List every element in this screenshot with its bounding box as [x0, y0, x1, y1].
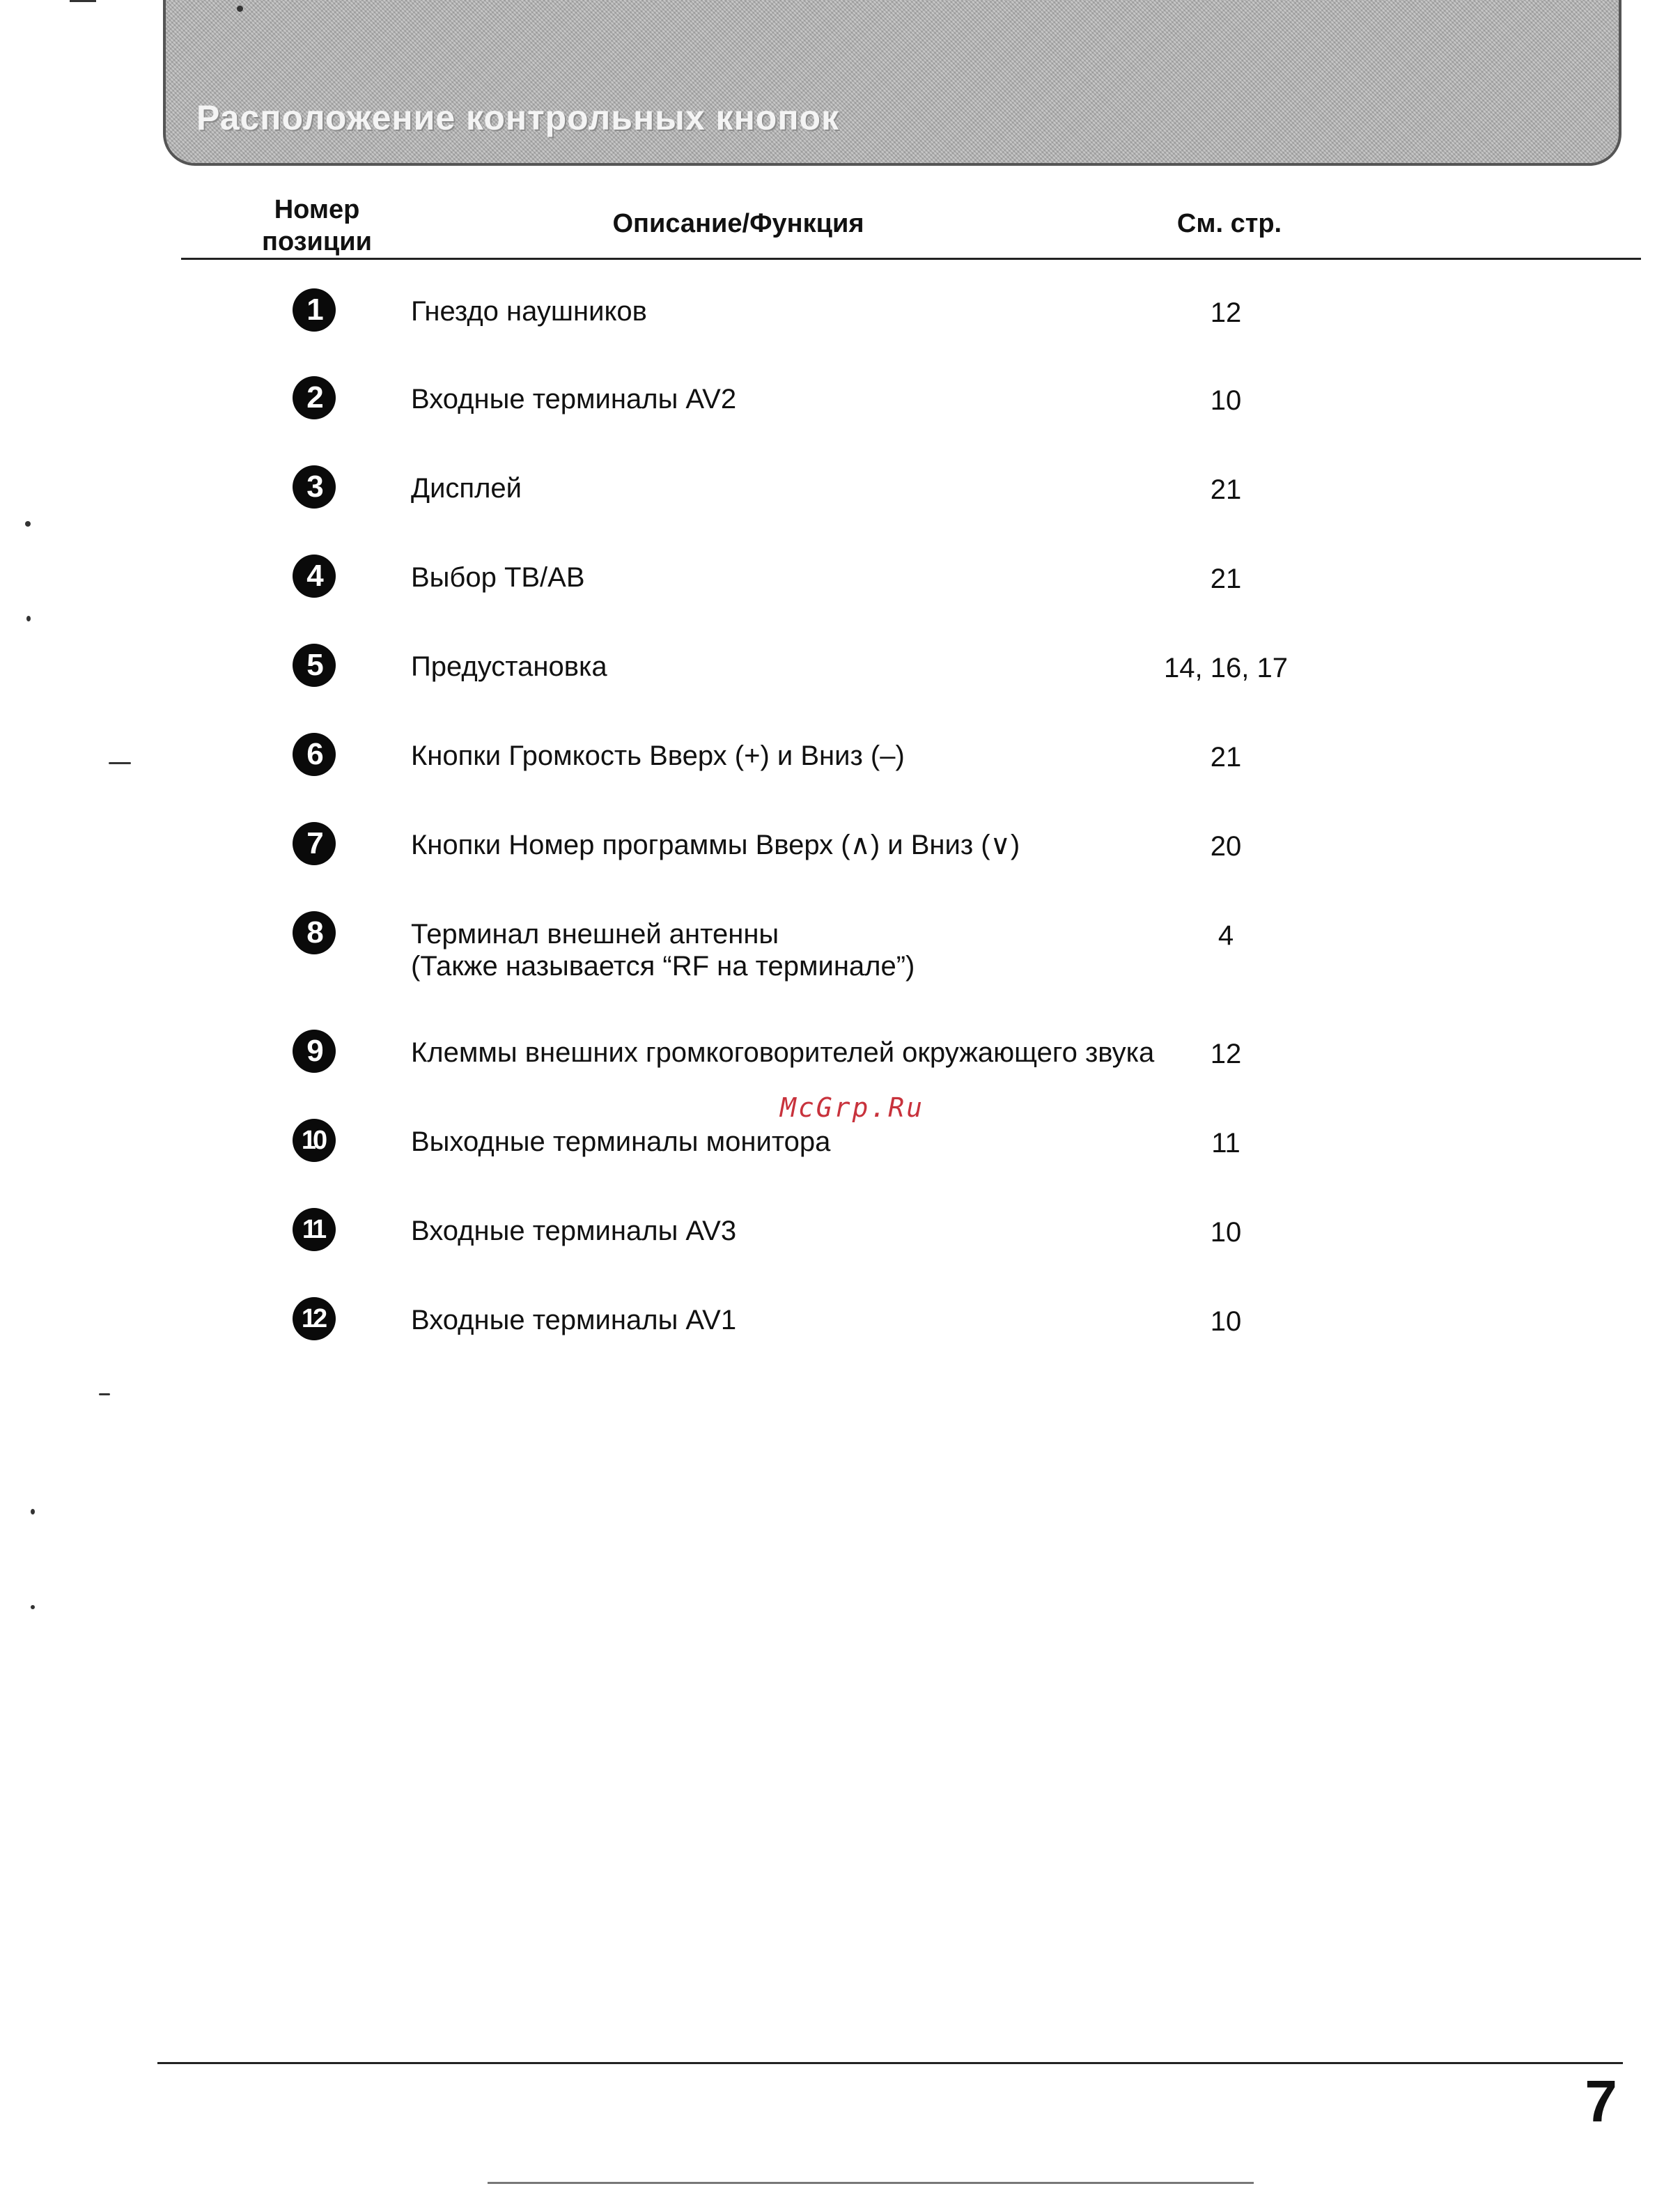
position-number-badge: 11	[293, 1208, 336, 1251]
scan-speck	[109, 762, 131, 764]
row-page-ref: 12	[1210, 297, 1242, 328]
section-header-banner	[163, 0, 1621, 166]
row-page-ref: 11	[1211, 1128, 1240, 1159]
position-number-badge: 2	[293, 376, 336, 419]
row-description: Гнездо наушников	[411, 296, 647, 327]
position-number-badge: 12	[293, 1297, 336, 1340]
row-description: Входные терминалы AV1	[411, 1305, 737, 1335]
row-description-line1: Терминал внешней антенны	[411, 919, 779, 950]
row-description: Клеммы внешних громкоговорителей окружающего звука	[411, 1037, 1155, 1068]
row-description: Входные терминалы AV3	[411, 1216, 737, 1246]
table-row	[0, 288, 1680, 330]
scan-speck	[26, 616, 31, 621]
row-page-ref: 10	[1210, 1217, 1242, 1248]
position-number-badge: 8	[293, 911, 336, 954]
scan-speck	[25, 521, 31, 527]
table-row	[0, 1297, 1680, 1339]
section-title: Расположение контрольных кнопок	[196, 98, 840, 137]
column-header-page: См. стр.	[1176, 209, 1282, 238]
position-number-badge: 1	[293, 288, 336, 332]
footer-rule	[157, 2062, 1623, 2064]
scan-speck	[31, 1605, 35, 1609]
row-description-line2: (Также называется “RF на терминале”)	[411, 951, 915, 982]
row-page-ref: 21	[1210, 474, 1242, 505]
row-description: Предустановка	[411, 651, 607, 682]
row-description: Кнопки Номер программы Вверх (∧) и Вниз (∨)	[411, 830, 1020, 860]
row-page-ref: 10	[1210, 1306, 1242, 1337]
table-row	[0, 1030, 1680, 1071]
scan-speck	[237, 6, 243, 12]
row-page-ref: 20	[1210, 831, 1242, 862]
row-description: Дисплей	[411, 473, 522, 504]
row-page-ref: 10	[1210, 385, 1242, 416]
row-description: Входные терминалы AV2	[411, 384, 737, 414]
table-row	[0, 822, 1680, 864]
table-row	[0, 644, 1680, 685]
watermark-text: McGrp.Ru	[780, 1092, 925, 1123]
row-page-ref: 14, 16, 17	[1164, 653, 1288, 683]
table-row	[0, 376, 1680, 418]
row-page-ref: 21	[1210, 742, 1242, 773]
scan-speck	[31, 1509, 35, 1514]
column-header-number-line1: Номер	[274, 195, 360, 224]
table-row	[0, 465, 1680, 507]
position-number-badge: 4	[293, 555, 336, 598]
position-number-badge: 3	[293, 465, 336, 509]
row-description: Выходные терминалы монитора	[411, 1126, 831, 1157]
row-page-ref: 12	[1210, 1039, 1242, 1069]
row-page-ref: 4	[1218, 920, 1234, 951]
row-description: Кнопки Громкость Вверх (+) и Вниз (–)	[411, 741, 905, 771]
column-header-number	[230, 194, 404, 258]
row-description: Выбор ТВ/АВ	[411, 562, 585, 593]
bottom-edge-line	[488, 2182, 1254, 2184]
row-description	[411, 918, 915, 982]
position-number-badge: 6	[293, 733, 336, 776]
position-number-badge: 7	[293, 822, 336, 865]
table-header-rule	[181, 258, 1641, 260]
column-header-number-line2: позиции	[262, 227, 372, 256]
table-row	[0, 555, 1680, 596]
position-number-badge: 9	[293, 1030, 336, 1073]
position-number-badge: 5	[293, 644, 336, 687]
table-row	[0, 911, 1680, 988]
page-number: 7	[1585, 2068, 1617, 2134]
scan-speck	[99, 1393, 110, 1395]
top-edge-mark	[70, 0, 96, 2]
column-header-description: Описание/Функция	[612, 209, 864, 238]
table-row	[0, 1208, 1680, 1250]
row-page-ref: 21	[1210, 564, 1242, 594]
position-number-badge: 10	[293, 1119, 336, 1162]
table-row	[0, 1119, 1680, 1161]
table-row	[0, 733, 1680, 775]
